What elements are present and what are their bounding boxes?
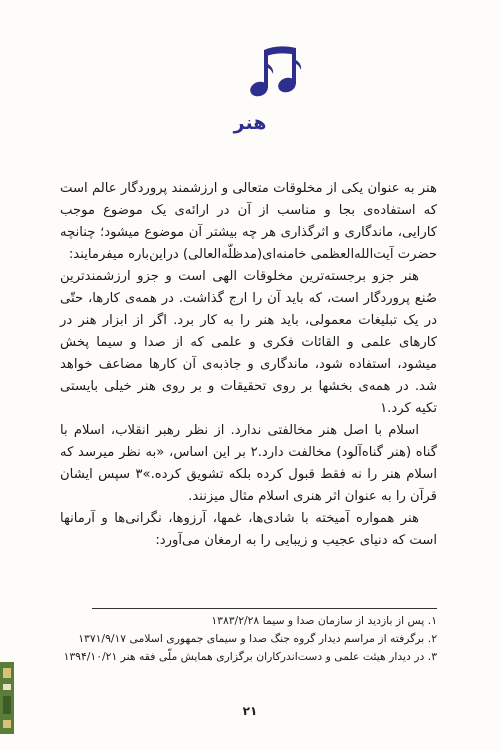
- footnote-3: ۳. در دیدار هیئت علمی و دست‌اندرکاران برگزاری همایش ملّی فقه هنر ۱۳۹۴/۱۰/۲۱: [63, 650, 437, 663]
- page-number: ۲۱: [242, 704, 258, 718]
- music-notes-icon: [246, 44, 306, 102]
- publisher-logo-icon: [0, 662, 18, 734]
- footnote-separator: [92, 608, 437, 609]
- footnotes: [60, 612, 437, 666]
- closing-paragraph: هنر همواره آمیخته با شادی‌ها، غمها، آرزوها، نگرانی‌ها و آرمانها است که دنیای عجیب و زیبایی را به ارمغان می‌آورد:: [60, 511, 437, 548]
- islam-art-paragraph: اسلام با اصل هنر مخالفتی ندارد. از نظر رهبر انقلاب، اسلام با گناه (هنر گناه‌آلود) مخالفت دارد.۲ بر این اساس، «به نظر میرسد که اسلام هنر را نه فقط قبول کرده بلکه تشویق کرده.»۳ سپس ایشان قرآن را به عنوان اثر هنری اسلام مثال میزنند.: [60, 423, 438, 504]
- intro-paragraph: هنر به عنوان یکی از مخلوقات متعالی و ارزشمند پروردگار عالم است که استفاده‌ی بجا و مناسب از آن در ارائه‌ی یک موضوع موجب کارایی، ماندگاری و اثرگذاری هر چه بیشتر آن موضوع میشود؛ چنانچه حضرت آیت‌الله‌العظمی خامنه‌ای(مدظلّه‌العالی) دراین‌باره میفرمایند:: [60, 181, 437, 262]
- quote-paragraph: هنر جزو برجسته‌ترین مخلوقات الهی است و جزو ارزشمندترین صُنع پروردگار است، که باید آن را ارج گذاشت. در همه‌ی کارها، حتّی در یک تبلیغات معمولی، باید هنر را به کار برد. اگر از ابزار هنر در کارهای علمی و القائات فکری و علمی که از صدا و سیما پخش میشود، استفاده شود، ماندگاری و جاذبه‌ی آن کارها مضاعف خواهد شد. در همه‌ی بخشها بر روی تحقیقات و بر روی هنر خیلی بایستی تکیه کرد.۱: [60, 269, 437, 416]
- footnote-1: ۱. پس از بازدید از سازمان صدا و سیما ۱۳۸۳/۲/۲۸: [211, 614, 437, 627]
- footnote-2: ۲. برگرفته از مراسم دیدار گروه جنگ صدا و سیمای جمهوری اسلامی ۱۳۷۱/۹/۱۷: [78, 632, 437, 645]
- body-text: [60, 178, 437, 552]
- page-title: هنر: [233, 112, 267, 134]
